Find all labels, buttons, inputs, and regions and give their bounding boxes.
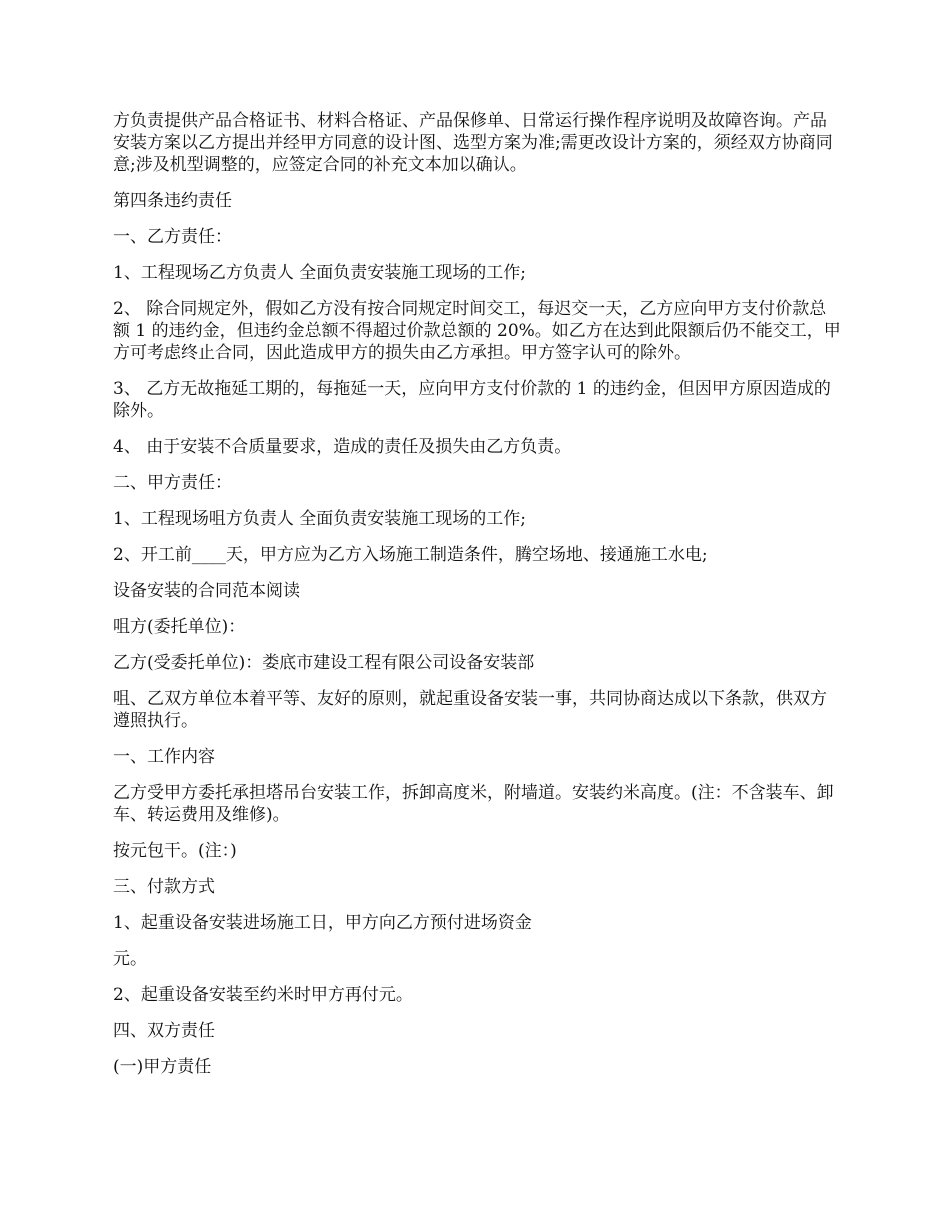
paragraph: 元。: [113, 949, 147, 969]
paragraph: 按元包干。(注：): [113, 841, 237, 861]
paragraph: 3、 乙方无故拖延工期的，每拖延一天，应向甲方支付价款的 1 的违约金，但因甲方原因造成的除外。: [113, 379, 831, 421]
paragraph: 方负责提供产品合格证书、材料合格证、产品保修单、日常运行操作程序说明及故障咨询。产品安装方案以乙方提出并经甲方同意的设计图、选型方案为准;需更改设计方案的，须经双方协商同意;涉及机型调整的，应签定合同的补充文本加以确认。: [113, 111, 833, 175]
section-heading: 第四条违约责任: [113, 191, 232, 211]
subsection-heading: 一、乙方责任：: [113, 227, 232, 247]
party-b-line: 乙方(受委托单位)：娄底市建设工程有限公司设备安装部: [113, 653, 535, 673]
section-heading: 四、双方责任: [113, 1021, 215, 1041]
party-a-line: 咀方(委托单位)：: [113, 617, 246, 637]
paragraph: 1、工程现场咀方负责人 全面负责安装施工现场的工作;: [113, 509, 526, 529]
subsection-heading: 二、甲方责任：: [113, 473, 232, 493]
paragraph: 咀、乙双方单位本着平等、友好的原则，就起重设备安装一事，共同协商达成以下条款，供双方遵照执行。: [113, 689, 827, 731]
paragraph: 4、 由于安装不合质量要求，造成的责任及损失由乙方负责。: [113, 437, 572, 457]
section-heading: 一、工作内容: [113, 747, 215, 767]
document-body: [113, 110, 843, 1092]
paragraph: 1、工程现场乙方负责人 全面负责安装施工现场的工作;: [113, 263, 526, 283]
paragraph: 乙方受甲方委托承担塔吊台安装工作，拆卸高度米，附墙道。安装约米高度。(注：不含装车、卸车、转运费用及维修)。: [113, 783, 834, 825]
document-title: 设备安装的合同范本阅读: [113, 581, 300, 601]
paragraph: 2、 除合同规定外，假如乙方没有按合同规定时间交工，每迟交一天，乙方应向甲方支付价款总额 1 的违约金，但违约金总额不得超过价款总额的 20%。如乙方在达到此限额后仍不能交工，甲方可考虑终止合同，因此造成甲方的损失由乙方承担。甲方签字认可的除外。: [113, 299, 841, 363]
paragraph: 2、开工前____天，甲方应为乙方入场施工制造条件，腾空场地、接通施工水电;: [113, 545, 708, 565]
paragraph: 2、起重设备安装至约米时甲方再付元。: [113, 985, 413, 1005]
paragraph: 1、起重设备安装进场施工日，甲方向乙方预付进场资金: [113, 913, 532, 933]
subsection-heading: (一)甲方责任: [113, 1057, 212, 1077]
section-heading: 三、付款方式: [113, 877, 215, 897]
